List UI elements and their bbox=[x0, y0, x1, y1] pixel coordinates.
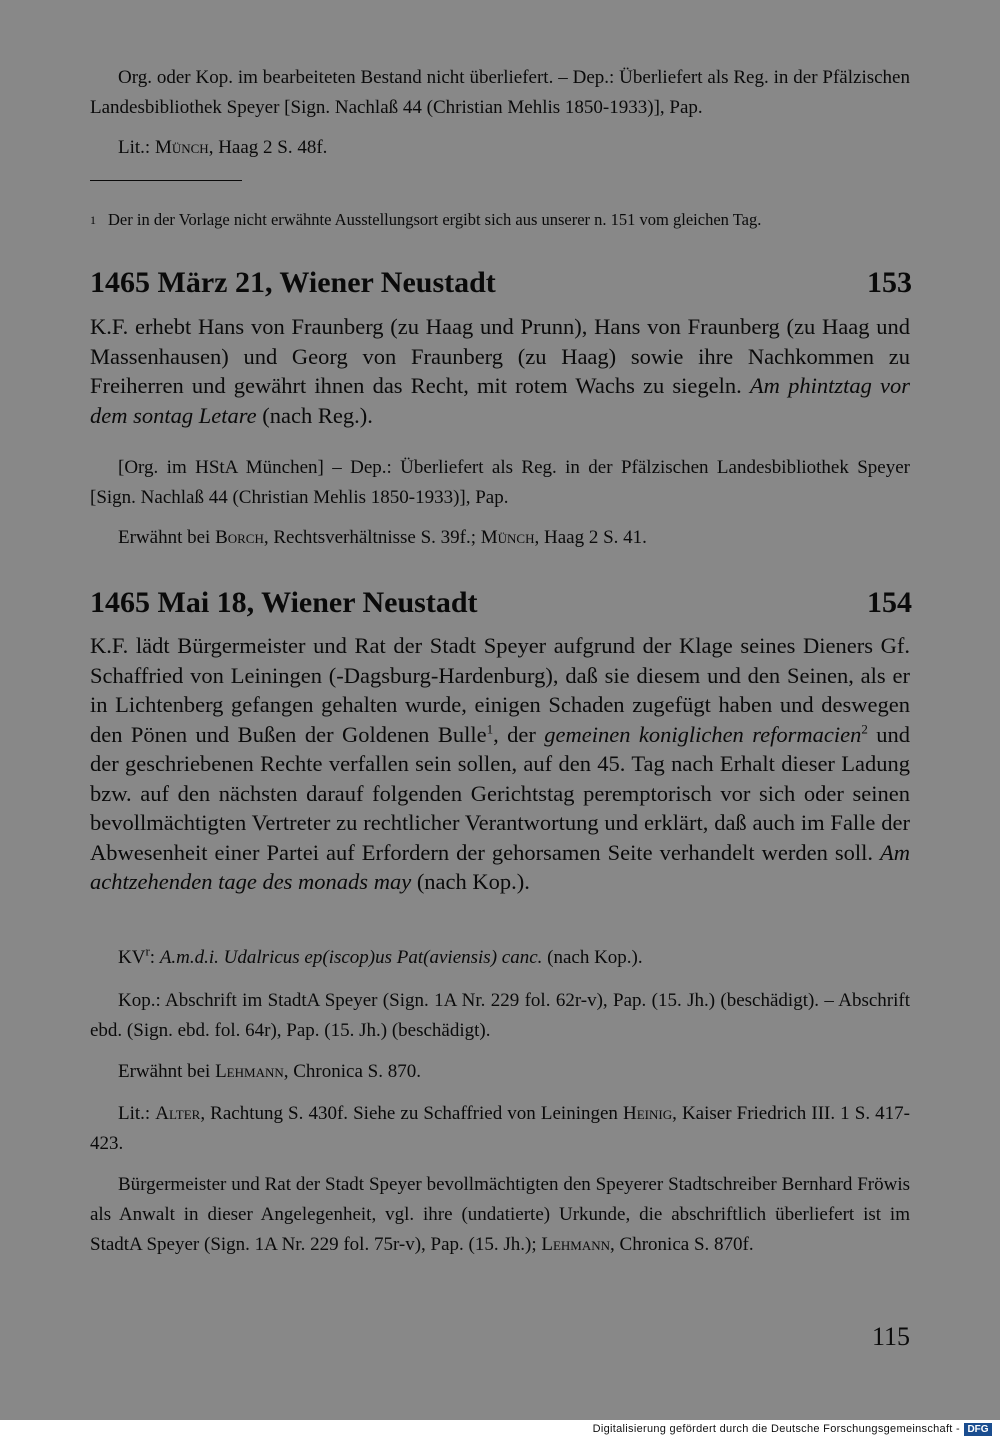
note-end: , Chronica S. 870f. bbox=[610, 1234, 754, 1255]
regest-text: K.F. erhebt Hans von Fraunberg (zu Haag und Prunn), Hans von Fraunberg (zu Haag und Massenhausen) und Georg von Fraunberg (zu Haag) sowie ihre Nachkommen zu Freiherren und gewährt ihnen das Recht, mit rotem Wachs zu siegeln. bbox=[90, 314, 910, 398]
footnote-ref[interactable]: 2 bbox=[861, 721, 868, 736]
entry-date-place: 1465 März 21, Wiener Neustadt bbox=[90, 266, 496, 299]
lit-prefix: Lit.: bbox=[118, 1103, 156, 1124]
mention-prefix: Erwähnt bei bbox=[118, 527, 216, 548]
page-number: 115 bbox=[871, 1322, 910, 1351]
lit-author: Heinig bbox=[623, 1103, 673, 1124]
lit-rest: , Haag 2 S. 48f. bbox=[208, 137, 328, 158]
mention-mid: , Rechtsverhältnisse S. 39f.; bbox=[263, 527, 481, 548]
entry-153-transmission bbox=[90, 453, 910, 513]
mention-rest: , Chronica S. 870. bbox=[283, 1061, 421, 1082]
dating-suffix: (nach Reg.). bbox=[256, 402, 373, 428]
footnote-ref[interactable]: 1 bbox=[486, 721, 494, 736]
footnote-separator bbox=[90, 180, 242, 181]
dating-formula: Am achtzehenden tage des monads may bbox=[90, 839, 910, 894]
footnote-text: Der in der Vorlage nicht erwähnte Ausstellungsort ergibt sich aus unserer n. 151 vom gleichen Tag. bbox=[108, 210, 762, 229]
note-text: Bürgermeister und Rat der Stadt Speyer bevollmächtigten den Speyerer Stadtschreiber Bernhard Fröwis als Anwalt in dieser Angelegenheit, vgl. ihre (undatierte) Urkunde, die abschriftlich überliefert ist im StadtA Speyer (Sign. 1A Nr. 229 fol. 75r-v), Pap. (15. Jh.); bbox=[90, 1174, 910, 1255]
kv-suffix: (nach Kop.). bbox=[542, 947, 643, 968]
note-author: Lehmann bbox=[541, 1234, 611, 1255]
dating-suffix: (nach Kop.). bbox=[411, 869, 530, 894]
kv-sup: r bbox=[145, 943, 150, 959]
kv-colon: : bbox=[149, 947, 160, 968]
entry-154-heading bbox=[90, 585, 912, 621]
prev-entry-literature bbox=[90, 133, 910, 163]
regest-text: , der bbox=[493, 721, 545, 747]
mention-prefix: Erwähnt bei bbox=[118, 1061, 216, 1082]
lit-mid: , Rachtung S. 430f. Siehe zu Schaffried von Leiningen bbox=[200, 1103, 624, 1124]
quoted-term: gemeinen koniglichen reformacien bbox=[544, 721, 862, 747]
footnote-mark: 1 bbox=[90, 213, 96, 227]
kv-label: KV bbox=[118, 947, 146, 968]
funding-credit-bar bbox=[0, 1420, 1000, 1439]
funding-credit-text: Digitalisierung gefördert durch die Deutsche Forschungsgemeinschaft - bbox=[592, 1423, 960, 1435]
prev-entry-transmission bbox=[90, 63, 910, 123]
entry-154-copies bbox=[90, 986, 910, 1046]
entry-154-kanzleivermerk bbox=[90, 943, 910, 973]
transmission-text: Org. oder Kop. im bearbeiteten Bestand nicht überliefert. – Dep.: Überliefert als Reg. in der Pfälzischen Landesbibliothek Speyer [Sign. Nachlaß 44 (Christian Mehlis 1850-1933)], Pap. bbox=[90, 67, 910, 118]
entry-154-note bbox=[90, 1170, 910, 1260]
regest-text: K.F. lädt Bürgermeister und Rat der Stadt Speyer aufgrund der Klage seines Dieners Gf. Schaffried von Leiningen (-Dagsburg-Hardenburg), daß sie diesem und den Seinen, als er in Lichtenberg gefangen gehalten wurde, einigen Schaden zugefügt haben und deswegen den Pönen und Bußen der Goldenen Bulle bbox=[90, 633, 910, 747]
lit-author: Alter bbox=[155, 1103, 201, 1124]
mention-author: Lehmann bbox=[215, 1061, 284, 1082]
copies-text: Kop.: Abschrift im StadtA Speyer (Sign. 1A Nr. 229 fol. 62r-v), Pap. (15. Jh.) (beschädigt). – Abschrift ebd. (Sign. ebd. fol. 64r), Pap. (15. Jh.) (beschädigt). bbox=[90, 990, 910, 1041]
entry-154-mentions bbox=[90, 1057, 910, 1087]
entry-number: 153 bbox=[867, 266, 912, 299]
entry-number: 154 bbox=[867, 586, 912, 619]
lit-end: , Kaiser Friedrich III. 1 S. 417-423. bbox=[90, 1103, 910, 1154]
dating-formula: Am phintztag vor dem sontag Letare bbox=[90, 373, 910, 428]
mention-author: Münch bbox=[480, 527, 535, 548]
mention-end: , Haag 2 S. 41. bbox=[534, 527, 647, 548]
footnote-1 bbox=[90, 209, 910, 231]
entry-154-literature bbox=[90, 1099, 910, 1159]
entry-153-regest bbox=[90, 312, 910, 430]
entry-date-place: 1465 Mai 18, Wiener Neustadt bbox=[90, 586, 478, 619]
lit-author: Münch bbox=[154, 137, 209, 158]
regest-text: und der geschriebenen Rechte verfallen sein sollen, auf den 45. Tag nach Erhalt dieser Ladung bzw. auf den nächsten darauf folgenden Gerichtstag peremptorisch vor sich oder seinen bevollmächtigten Vertreter zu rechtlicher Verantwortung und erklärt, daß auch im Falle der Abwesenheit einer Partei auf Erfordern der gehorsamen Seite verhandelt werden soll. bbox=[90, 721, 911, 865]
mention-author: Borch bbox=[215, 527, 264, 548]
kv-text: A.m.d.i. Udalricus ep(iscop)us Pat(aviensis) canc. bbox=[159, 947, 543, 968]
entry-154-regest bbox=[90, 631, 910, 897]
dfg-logo-icon: DFG bbox=[964, 1423, 992, 1436]
lit-prefix: Lit.: bbox=[118, 137, 155, 158]
transmission-text: [Org. im HStA München] – Dep.: Überliefert als Reg. in der Pfälzischen Landesbibliothek Speyer [Sign. Nachlaß 44 (Christian Mehlis 1850-1933)], Pap. bbox=[90, 457, 910, 508]
entry-153-mentions bbox=[90, 523, 910, 553]
entry-153-heading bbox=[90, 265, 912, 301]
